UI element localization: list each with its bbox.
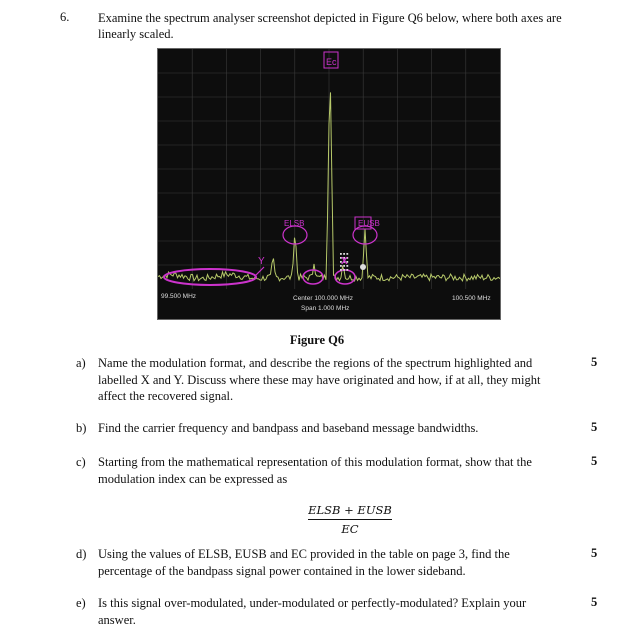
region-x-label: X: [341, 256, 348, 267]
marker-dot: [346, 253, 348, 255]
part-e-text: Is this signal over-modulated, under-modulated or perfectly-modulated? Explain your answer.: [98, 596, 527, 627]
part-d-marks: 5: [591, 546, 598, 560]
marker-dot: [346, 269, 348, 271]
part-d-text: Using the values of ELSB, EUSB and EC provided in the table on page 3, find the percentage of the bandpass signal power contained in the lower sideband.: [98, 547, 510, 578]
marker-point: [360, 264, 366, 270]
axis-center-freq: Center 100.000 MHz: [293, 295, 353, 302]
question-intro: Examine the spectrum analyser screenshot depicted in Figure Q6 below, where both axes are linearly scaled.: [98, 11, 562, 41]
fraction-bar: [308, 519, 392, 520]
region-y-label: Y: [258, 256, 265, 267]
axis-span: Span 1.000 MHz: [301, 305, 350, 312]
spectrum-analyser-screenshot: [157, 48, 501, 320]
axis-left-freq: 99.500 MHz: [161, 293, 197, 300]
spectrum-plot: [158, 49, 500, 319]
part-e: [76, 595, 566, 629]
marker-dot: [343, 269, 345, 271]
question-number: 6.: [60, 10, 70, 24]
part-d-label: d): [76, 547, 87, 561]
part-c-text: Starting from the mathematical representation of this modulation format, show that the modulation index can be expressed as: [98, 455, 532, 486]
region-y-pointer: [256, 267, 264, 275]
formula-numerator: ELSB + EUSB: [308, 503, 392, 517]
formula-denominator: EC: [341, 522, 359, 536]
part-a-text: Name the modulation format, and describe the regions of the spectrum highlighted and labelled X and Y. Discuss where these may have originated and how, if at all, they might affect the recovered signal.: [98, 356, 541, 403]
part-c-label: c): [76, 455, 86, 469]
part-a: [76, 355, 566, 405]
part-e-label: e): [76, 596, 86, 610]
part-b-label: b): [76, 421, 87, 435]
marker-dot: [340, 253, 342, 255]
part-e-marks: 5: [591, 595, 598, 609]
marker-dot: [343, 253, 345, 255]
part-c-marks: 5: [591, 454, 598, 468]
part-a-label: a): [76, 356, 86, 370]
carrier-label: Ec: [326, 57, 337, 67]
usb-label: EUSB: [358, 219, 380, 228]
grid-lines: [158, 49, 500, 289]
part-d: [76, 546, 566, 580]
part-b-text: Find the carrier frequency and bandpass and baseband message bandwidths.: [98, 421, 479, 435]
lsb-label: ELSB: [284, 219, 305, 228]
axis-right-freq: 100.500 MHz: [452, 295, 491, 302]
marker-dot: [340, 269, 342, 271]
part-b: [76, 420, 566, 438]
annotations: [164, 52, 377, 285]
modulation-index-formula: [300, 503, 400, 536]
part-c: [76, 454, 566, 488]
part-a-marks: 5: [591, 355, 598, 369]
figure-caption: Figure Q6: [289, 333, 345, 347]
part-b-marks: 5: [591, 420, 598, 434]
